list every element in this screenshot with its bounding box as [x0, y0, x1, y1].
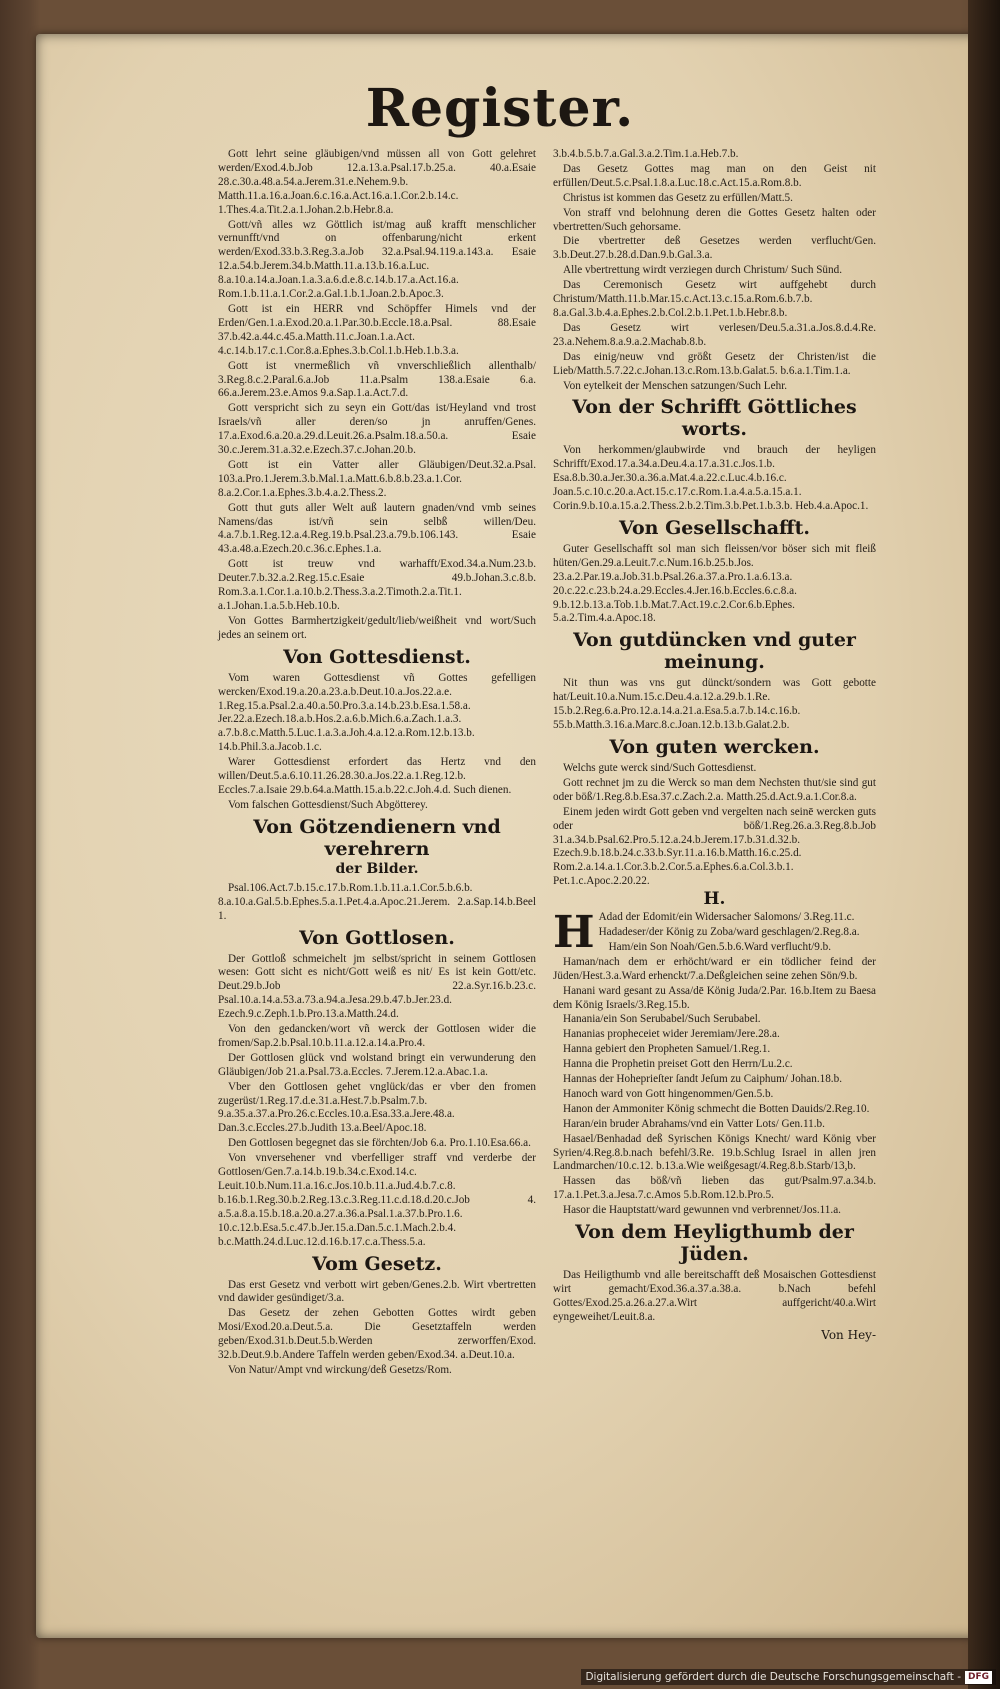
index-entry-text: Adad der Edomit/ein Widersacher Salomons/ 3.Reg.11.c. — [598, 911, 855, 924]
index-entry: Nit thun was vns gut dünckt/sondern was Gott gebotte hat/Leuit.10.a.Num.15.c.Deu.4.a.12.a.29.b.1.Re. 15.b.2.Reg.6.a.Pro.12.a.14.a.21.a.Esa.5.a.7.b.14.c.16.b. 55.b.Matth.3.16.a.Marc.8.c.Joan.12.b.13.b.Galat.2.b. — [553, 677, 876, 732]
index-entry: Das Gesetz der zehen Gebotten Gottes wirdt geben Mosi/Exod.20.a.Deut.5.a. Die Gesetztaffeln werden geben/Exod.31.b.Deut.5.b.Werden zerworffen/Exod. 32.b.Deut.9.b.Andere Taffeln werden geben/Exod.34. a.Deut.10.a. — [218, 1307, 536, 1362]
section-heading: Von der Schrifft Göttliches worts. — [572, 396, 857, 441]
index-entry: Vber den Gottlosen gehet vnglück/das er vber den fromen zugerüst/1.Reg.17.d.e.31.a.Hest.7.b.Psalm.7.b. 9.a.35.a.37.a.Pro.26.c.Eccles.10.a.Esa.33.a.Jere.48.a. Dan.3.c.Eccles.27.b.Judith 13.a.Beel/Apoc.18. — [218, 1080, 536, 1135]
right-column — [553, 148, 876, 1343]
index-entry: Das Ceremonisch Gesetz wirt auffgehebt durch Christum/Matth.11.b.Mar.15.c.Act.13.c.15.a.Rom.6.b.7.b. 8.a.Gal.3.b.4.a.Ephes.2.b.Col.2.b.1.Pet.1.b.Hebr.8.b. — [553, 279, 876, 319]
index-entry: Gott rechnet jm zu die Werck so man dem Nechsten thut/sie sind gut oder böß/1.Reg.8.b.Esa.37.c.Zach.2.a. Matth.25.d.Act.9.a.1.Cor.8.a. — [553, 776, 876, 803]
index-entry: Das Gesetz wirt verlesen/Deu.5.a.31.a.Jos.8.d.4.Re. 23.a.Nehem.8.a.9.a.2.Machab.8.b. — [553, 321, 876, 348]
index-entry: Der Gottlosen glück vnd wolstand bringt ein verwunderung den Gläubigen/Job 21.a.Psal.73.a.Eccles. 7.Jerem.12.a.Abac.1.a. — [218, 1051, 536, 1078]
book-spine — [968, 0, 1000, 1689]
index-entry: Hananias propheceiet wider Jeremiam/Jere.28.a. — [563, 1028, 780, 1041]
index-entry: Das einig/neuw vnd größt Gesetz der Christen/ist die Lieb/Matth.5.7.22.c.Johan.13.c.Rom.13.b.Galat.5. b.6.a.1.Tim.1.a. — [553, 350, 876, 377]
index-entry: Hanon der Ammoniter König schmecht die Botten Dauids/2.Reg.10. — [563, 1102, 870, 1115]
index-entry: Hadadeser/der König zu Zoba/ward geschlagen/2.Reg.8.a. — [598, 925, 860, 938]
section-heading: Von gutdüncken vnd guter meinung. — [573, 629, 856, 674]
index-entry: Hasor die Hauptstatt/ward gewunnen vnd verbrennet/Jos.11.a. — [563, 1204, 841, 1217]
index-entry: Den Gottlosen begegnet das sie förchten/Job 6.a. Pro.1.10.Esa.66.a. — [228, 1137, 531, 1150]
index-entry: Guter Gesellschafft sol man sich fleissen/vor böser sich mit fleiß hüten/Gen.29.a.Leuit.7.c.Num.16.b.25.b.Jos. 23.a.2.Par.19.a.Job.31.b.Psal.26.a.37.a.Pro.1.a.6.13.a. 20.c.22.c.23.b.24.a.29.Eccles.4.Jer.16.b.Eccles.6.c.8.a. 9.b.12.b.13.a.Tob.1.b.Mat.7.Act.19.c.2.Cor.6.b.Ephes. 5.a.2.Tim.4.a.Apoc.18. — [553, 542, 876, 625]
index-entry: Gott ist treuw vnd warhafft/Exod.34.a.Num.23.b. Deuter.7.b.32.a.2.Reg.15.c.Esaie 49.b.Johan.3.c.8.b. Rom.3.a.1.Cor.1.a.10.b.2.Thess.3.a.2.Timoth.2.a.Tit.1. a.1.Johan.1.a.5.b.Heb.10.b. — [218, 558, 536, 612]
index-entry: Vom waren Gottesdienst vñ Gottes gefelligen wercken/Exod.19.a.20.a.23.a.b.Deut.10.a.Jos.22.a.e. 1.Reg.15.a.Psal.2.a.40.a.50.Pro.3.a.14.b.23.b.Esa.1.58.a. Jer.22.a.Ezech.18.a.b.Hos.2.a.6.b.Mich.6.a.Zach.1.a.3. a.7.b.8.c.Matth.5.Luc.1.a.3.a.Joh.4.a.12.a.Rom.12.b.13.b. 14.b.Phil.3.a.Jacob.1.c. — [218, 671, 536, 754]
index-entry: Von eytelkeit der Menschen satzungen/Such Lehr. — [563, 379, 788, 392]
drop-cap: H — [553, 907, 595, 959]
section-heading: Von dem Heyligthumb der Jüden. — [575, 1221, 854, 1266]
index-entry: Der Gottloß schmeichelt jm selbst/spricht in seinem Gottlosen wesen: Gott sicht es nicht/Gott weiß es nit/ Es ist kein Gott/etc. Deut.29.b.Job 22.a.Syr.16.b.23.c. Psal.10.a.14.a.53.a.73.a.94.a.Jesa.29.b.47.b.Jer.23.d. Ezech.9.c.Zeph.1.b.Pro.13.a.Matth.24.d. — [218, 952, 536, 1021]
index-entry: Von herkommen/glaubwirde vnd brauch der heyligen Schrifft/Exod.17.a.34.a.Deu.4.a.17.a.31.c.Jos.1.b. Esa.8.b.30.a.Jer.30.a.36.a.Mat.4.a.22.c.Luc.4.b.16.c. Joan.5.c.10.c.20.a.Act.15.c.17.c.Rom.1.a.4.a.5.a.15.a.1. Corin.9.b.10.a.15.a.2.Thess.2.b.2.Tim.3.b.Pet.1.b.3.b. Heb.4.a.Apoc.1. — [553, 444, 876, 513]
index-entry: Einem jeden wirdt Gott geben vnd vergelten nach seinē wercken guts oder böß/1.Reg.26.a.3.Reg.8.b.Job 31.a.34.b.Psal.62.Pro.5.12.a.24.b.Jerem.17.b.31.d.32.b. Ezech.9.b.18.b.24.c.33.b.Syr.11.a.16.b.Matth.16.c.25.d. Rom.2.a.14.a.1.Cor.3.b.2.Cor.5.a.Ephes.6.a.Col.3.b.1. Pet.1.c.Apoc.2.20.22. — [553, 805, 876, 888]
index-entry: Gott thut guts aller Welt auß lautern gnaden/vnd vmb seines Namens/das ist/vñ sein selbß willen/Deu. 4.a.7.b.1.Reg.12.a.4.Reg.19.b.Psal.23.a.79.b.106.143. Esaie 43.a.48.a.Ezech.20.c.36.c.Ephes.1.a. — [218, 501, 536, 556]
index-entry: Gott verspricht sich zu seyn ein Gott/das ist/Heyland vnd trost Israels/vñ aller deren/so jn anruffen/Genes. 17.a.Exod.6.a.20.a.29.d.Leuit.26.a.Psalm.18.a.50.a. Esaie 30.c.Jerem.31.a.32.e.Ezech.37.c.Johan.20.b. — [218, 402, 536, 457]
index-entry: 3.b.4.b.5.b.7.a.Gal.3.a.2.Tim.1.a.Heb.7.b. — [553, 148, 739, 160]
index-entry: Ham/ein Son Noah/Gen.5.b.6.Ward verflucht/9.b. — [608, 940, 832, 953]
index-entry: Das Gesetz Gottes mag man on den Geist nit erfüllen/Deut.5.c.Psal.1.8.a.Luc.18.c.Act.15.a.Rom.8.b. — [553, 162, 876, 189]
index-entry: Psal.106.Act.7.b.15.c.17.b.Rom.1.b.11.a.1.Cor.5.b.6.b. 8.a.10.a.Gal.5.b.Ephes.5.a.1.Pet.4.a.Apoc.21.Jerem. 2.a.Sap.14.b.Beel 1. — [218, 881, 536, 922]
section-heading: Von Gesellschafft. — [618, 516, 810, 539]
index-entry: Hanna gebiert den Propheten Samuel/1.Reg.1. — [563, 1043, 771, 1056]
index-entry: Hanoch ward von Gott hingenommen/Gen.5.b. — [563, 1087, 774, 1100]
dfg-logo-icon: DFG — [965, 1671, 992, 1684]
section-heading: Von Gottlosen. — [299, 926, 455, 949]
page-title: Register. — [365, 78, 635, 139]
index-entry: Gott ist ein Vatter aller Gläubigen/Deut.32.a.Psal. 103.a.Pro.1.Jerem.3.b.Mal.1.a.Matt.6.b.8.b.23.a.1.Cor. 8.a.2.Cor.1.a.Ephes.3.b.4.a.2.Thess.2. — [218, 458, 536, 499]
left-column — [218, 148, 536, 1379]
index-entry: Hanania/ein Son Serubabel/Such Serubabel. — [563, 1013, 761, 1026]
letter-heading: H. — [703, 889, 726, 910]
section-heading: Von guten wercken. — [609, 736, 820, 758]
index-entry: Hassen das böß/vñ lieben das gut/Psalm.97.a.34.b. 17.a.1.Pet.3.a.Jesa.7.c.Amos 5.b.Rom.12.b.Pro.5. — [553, 1175, 876, 1202]
index-entry: Hasael/Benhadad deß Syrischen Königs Knecht/ ward König vber Syrien/4.Reg.8.b.nach befehl/3.Re. 19.b.Schlug Israel in allen jren Landmarchen/10.c.12. b.13.a.Wie weißgesagt/4.Reg.8.b.Starb/13,b. — [553, 1132, 876, 1173]
index-entry: Hanani ward gesant zu Assa/dē König Juda/2.Par. 16.b.Item zu Baesa dem König Israels/3.Reg.15.b. — [553, 984, 876, 1011]
index-entry: Gott ist vnermeßlich vñ vnverschließlich allenthalb/ 3.Reg.8.c.2.Paral.6.a.Job 11.a.Psalm 138.a.Esaie 6.a. 66.a.Jerem.23.e.Amos 9.a.Sap.1.a.Act.7.d. — [218, 359, 536, 400]
index-entry: Von vnversehener vnd vberfelliger straff vnd verderbe der Gottlosen/Gen.7.a.14.b.19.b.34.c.Exod.14.c. Leuit.10.b.Num.11.a.16.c.Jos.10.b.11.a.Jud.4.b.7.c.8. b.16.b.1.Reg.30.b.2.Reg.13.c.3.Reg.11.c.d.18.d.20.c.Job 4. a.5.a.8.a.15.b.18.a.20.a.27.a.36.a.Psal.1.a.37.b.Pro.1.6. 10.c.12.b.Esa.5.c.47.b.Jer.15.a.Dan.5.c.1.Mach.2.b.4. b.c.Matth.24.d.Luc.12.d.16.b.17.c.a.Thess.5.a. — [218, 1152, 536, 1248]
index-entry: Alle vbertrettung wirdt verziegen durch Christum/ Such Sünd. — [563, 264, 843, 277]
section-heading: Von Gottesdienst. — [283, 645, 471, 668]
index-entry: Hanna die Prophetin preiset Gott den Herrn/Lu.2.c. — [563, 1058, 793, 1071]
catchword: Von Hey- — [821, 1327, 876, 1342]
index-entry: Von den gedancken/wort vñ werck der Gottlosen wider die fromen/Sap.2.b.Psal.10.b.11.a.12.a.14.a.Pro.4. — [218, 1023, 536, 1049]
index-entry: Von Natur/Ampt vnd wirckung/deß Gesetzs/Rom. — [228, 1363, 452, 1376]
index-entry: Die vbertretter deß Gesetzes werden verflucht/Gen. 3.b.Deut.27.b.28.d.Dan.9.b.Gal.3.a. — [553, 235, 876, 262]
digitization-credit — [581, 1669, 996, 1685]
index-entry: Gott lehrt seine gläubigen/vnd müssen all von Gott gelehret werden/Exod.4.b.Job 12.a.13.a.Psal.17.b.25.a. 40.a.Esaie 28.c.30.a.48.a.54.a.Jerem.31.e.Nehem.9.b. Matth.11.a.16.a.Joan.6.c.16.a.Act.16.a.1.Cor.2.b.14.c. 1.Thes.4.a.Tit.2.a.1.Johan.2.b.Hebr.8.a. — [218, 148, 536, 216]
index-entry: Das Heiligthumb vnd alle bereitschafft deß Mosaischen Gottesdienst wirt gemacht/Exod.36.a.37.a.38.a. b.Nach befehl Gottes/Exod.25.a.26.a.27.a.Wirt auffgericht/40.a.Wirt eyngeweihet/Leuit.8.a. — [553, 1269, 876, 1323]
index-entry: Gott/vñ alles wz Göttlich ist/mag auß krafft menschlicher vernunfft/vnd on offenbarung/nicht erkent werden/Exod.33.b.3.Reg.3.a.Job 32.a.Psal.94.119.a.143.a. Esaie 12.a.54.b.Jerem.34.b.Matth.11.a.13.b.16.a.Luc. 8.a.10.a.14.a.Joan.1.a.3.a.6.d.e.8.c.14.b.17.a.Act.16.a. Rom.1.b.11.a.1.Cor.2.a.Gal.1.b.1.Joan.2.b.Apoc.3. — [218, 218, 536, 301]
index-entry: Warer Gottesdienst erfordert das Hertz vnd den willen/Deut.5.a.6.10.11.26.28.30.a.Jos.22.a.1.Reg.12.b. Eccles.7.a.Isaie 29.b.64.a.Matth.15.a.b.22.c.Joh.4.d. Such dienen. — [218, 756, 536, 796]
index-entry: Haman/nach dem er erhöcht/ward er ein tödlicher feind der Jüden/Hest.3.a.Ward erhenckt/7.a.Deßgleichen seine zehen Sön/9.b. — [553, 955, 876, 982]
index-entry: Welchs gute werck sind/Such Gottesdienst. — [563, 762, 757, 774]
index-entry: Vom falschen Gottesdienst/Such Abgötterey. — [228, 798, 428, 811]
section-heading: Vom Gesetz. — [312, 1252, 442, 1275]
section-heading: Von Götzendienern vnd verehrern — [253, 815, 501, 860]
section-subheading: der Bilder. — [335, 860, 419, 877]
index-entry: Haran/ein bruder Abrahams/vnd ein Vatter Lots/ Gen.11.b. — [563, 1117, 825, 1130]
index-entry: Hannas der Hoheprieſter ſandt Jeſum zu Caiphum/ Johan.18.b. — [563, 1073, 842, 1086]
index-entry: Von straff vnd belohnung deren die Gottes Gesetz halten oder vbertretten/Such gehorsame. — [553, 206, 876, 233]
index-entry: Das erst Gesetz vnd verbott wirt geben/Genes.2.b. Wirt vbertretten vnd dawider gesündiget/3.a. — [218, 1278, 536, 1305]
index-entry: Gott ist ein HERR vnd Schöpffer Himels vnd der Erden/Gen.1.a.Exod.20.a.1.Par.30.b.Eccle.18.a.Psal. 88.Esaie 37.b.42.a.44.c.45.a.Matth.11.c.Joan.1.a.Act. 4.c.14.b.17.c.1.Cor.8.a.Ephes.3.b.Col.1.b.Heb.1.b.3.a. — [218, 302, 536, 357]
credit-text: Digitalisierung gefördert durch die Deutsche Forschungsgemeinschaft - — [585, 1671, 961, 1683]
index-entry: Von Gottes Barmhertzigkeit/gedult/lieb/weißheit vnd wort/Such jedes an seinem ort. — [218, 614, 536, 641]
index-entry: Christus ist kommen das Gesetz zu erfüllen/Matt.5. — [563, 191, 793, 204]
